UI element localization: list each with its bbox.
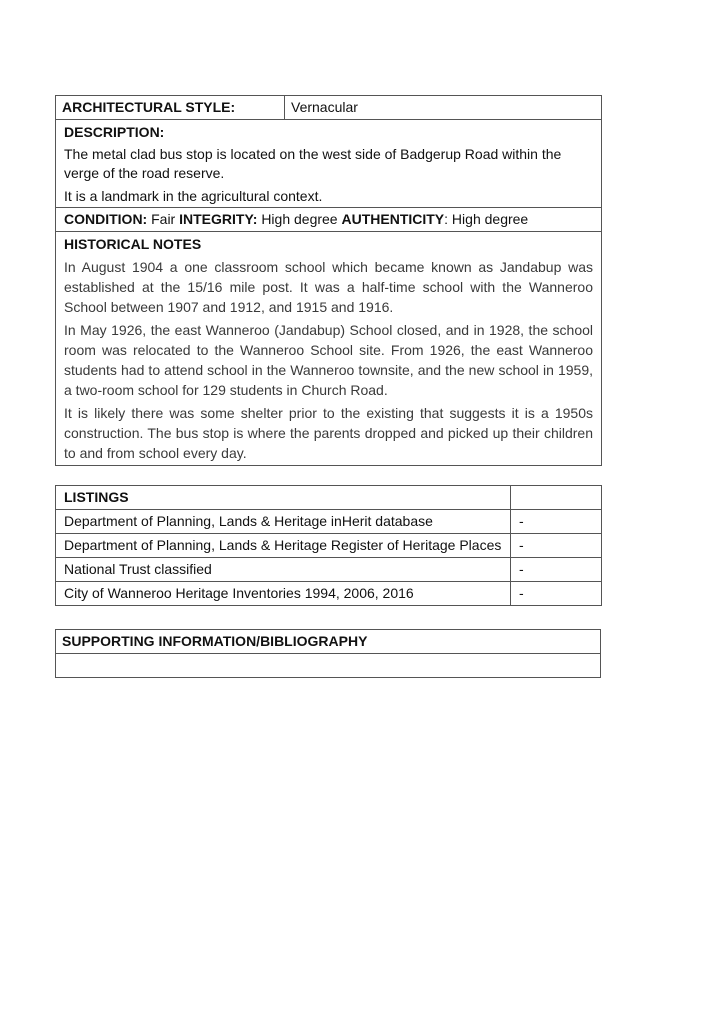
condition-cell bbox=[56, 208, 602, 232]
historical-notes-paragraph: In May 1926, the east Wanneroo (Jandabup) School closed, and in 1928, the school room was relocated to the Wanneroo School site. From 1926, the east Wanneroo students had to attend school in the Wanneroo townsite, and the new school in 1959, a two-room school for 129 students in Church Road. bbox=[64, 322, 593, 398]
listing-row bbox=[56, 558, 602, 582]
historical-notes-paragraph: In August 1904 a one classroom school which became known as Jandabup was established at the 15/16 mile post. It was a half-time school with the Wanneroo School between 1907 and 1912, and 1915 and 1916. bbox=[64, 259, 593, 315]
historical-notes-row bbox=[56, 232, 602, 466]
listing-row bbox=[56, 534, 602, 558]
heritage-details-table bbox=[55, 95, 602, 466]
historical-notes-paragraph: It is likely there was some shelter prior to the existing that suggests it is a 1950s construction. The bus stop is where the parents dropped and picked up their children to and from school every day. bbox=[64, 405, 593, 461]
listing-name: City of Wanneroo Heritage Inventories 1994, 2006, 2016 bbox=[56, 582, 511, 606]
architectural-style-row bbox=[56, 96, 602, 120]
supporting-heading: SUPPORTING INFORMATION/BIBLIOGRAPHY bbox=[56, 630, 601, 654]
listing-name: National Trust classified bbox=[56, 558, 511, 582]
listings-header-row bbox=[56, 486, 602, 510]
condition-row bbox=[56, 208, 602, 232]
description-cell bbox=[56, 120, 602, 208]
listing-value: - bbox=[511, 534, 602, 558]
historical-notes-heading: HISTORICAL NOTES bbox=[64, 236, 202, 252]
historical-notes-cell bbox=[56, 232, 602, 466]
architectural-style-label: ARCHITECTURAL STYLE: bbox=[56, 96, 285, 120]
listing-value: - bbox=[511, 510, 602, 534]
architectural-style-value: Vernacular bbox=[285, 96, 602, 120]
supporting-information-table bbox=[55, 629, 601, 678]
description-row bbox=[56, 120, 602, 208]
listing-value: - bbox=[511, 558, 602, 582]
supporting-content-row bbox=[56, 654, 601, 678]
listings-table bbox=[55, 485, 602, 606]
listings-heading-value bbox=[511, 486, 602, 510]
authenticity-value: : High degree bbox=[444, 211, 529, 227]
listing-value: - bbox=[511, 582, 602, 606]
description-heading: DESCRIPTION: bbox=[64, 124, 165, 140]
description-paragraph: It is a landmark in the agricultural context. bbox=[64, 188, 323, 204]
supporting-content bbox=[56, 654, 601, 678]
condition-label: CONDITION: bbox=[64, 211, 148, 227]
description-paragraph: The metal clad bus stop is located on the west side of Badgerup Road within the verge of the road reserve. bbox=[64, 146, 562, 181]
listing-name: Department of Planning, Lands & Heritage inHerit database bbox=[56, 510, 511, 534]
integrity-label: INTEGRITY: bbox=[179, 211, 258, 227]
condition-value: Fair bbox=[151, 211, 176, 227]
authenticity-label: AUTHENTICITY bbox=[341, 211, 445, 227]
listing-row bbox=[56, 582, 602, 606]
listing-name: Department of Planning, Lands & Heritage Register of Heritage Places bbox=[56, 534, 511, 558]
supporting-header-row bbox=[56, 630, 601, 654]
listing-row bbox=[56, 510, 602, 534]
listings-heading: LISTINGS bbox=[56, 486, 511, 510]
integrity-value: High degree bbox=[261, 211, 338, 227]
